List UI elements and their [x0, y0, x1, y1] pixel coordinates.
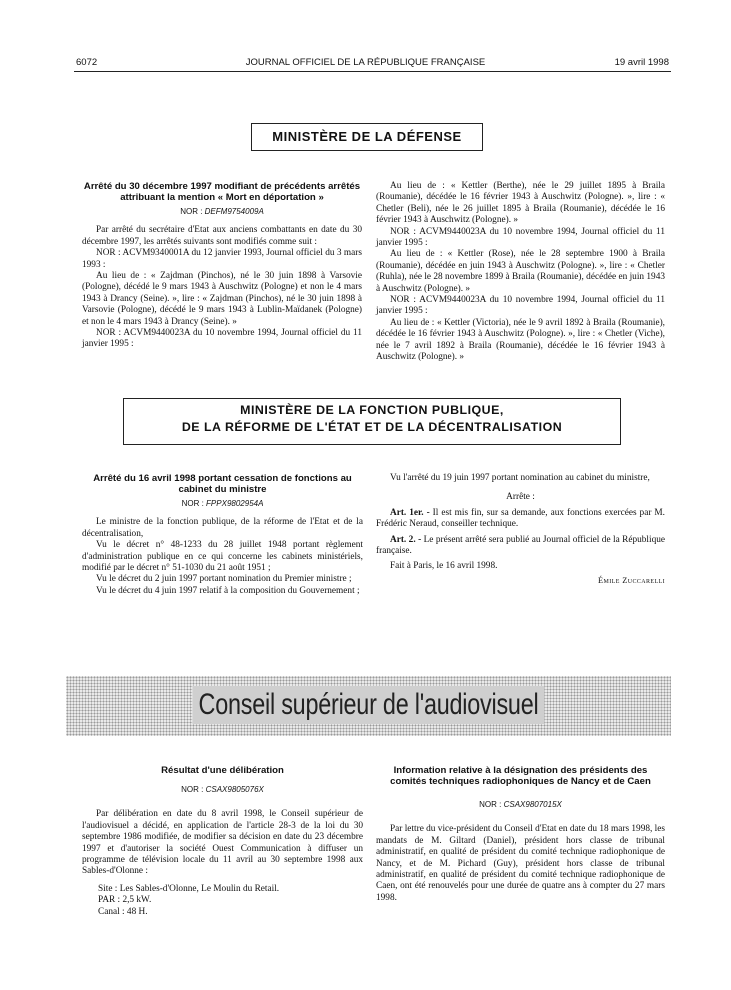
defense-paragraph: NOR : ACVM9440023A du 10 novembre 1994, Journal officiel du 11 janvier 1995 :	[82, 328, 362, 350]
defense-nor: NOR : DEFM9754009A	[180, 207, 264, 216]
defense-paragraph: Par arrêté du secrétaire d'Etat aux anciens combattants en date du 30 décembre 1997, les arrêtés suivants sont modifiés comme suit :	[82, 225, 362, 247]
csa-left-column	[82, 765, 363, 918]
csa-banner-title: Conseil supérieur de l'audiovisuel	[192, 686, 544, 724]
signature: Émile Zuccarelli	[598, 575, 665, 585]
signature-place-date: Fait à Paris, le 16 avril 1998.	[390, 561, 498, 572]
csa-right-title: Information relative à la désignation des présidents des comités techniques radiophoniques de Nancy et de Caen	[390, 765, 651, 787]
csa-canal: Canal : 48 H.	[98, 906, 148, 917]
fonction-nor: NOR : FPPX9802954A	[181, 499, 264, 508]
defense-paragraph: NOR : ACVM9440023A du 10 novembre 1994, Journal officiel du 11 janvier 1995 :	[376, 295, 665, 317]
csa-right-nor: NOR : CSAX9807015X	[479, 800, 562, 809]
ministry-line: DE LA RÉFORME DE L'ÉTAT ET DE LA DÉCENTRALISATION	[181, 420, 563, 434]
fonction-right-column	[376, 473, 665, 586]
defense-right-column	[376, 181, 665, 364]
issue-date: 19 avril 1998	[614, 57, 669, 68]
csa-right-column	[376, 765, 665, 904]
fonction-left-column	[82, 473, 363, 597]
defense-paragraph: NOR : ACVM9440023A du 10 novembre 1994, Journal officiel du 11 janvier 1995 :	[376, 226, 665, 249]
csa-right-paragraph: Par lettre du vice-président du Conseil d'Etat en date du 18 mars 1998, les mandats de M. Giltard (Daniel), président hors classe de tribunal administratif, en qualité de président du comité technique radiophonique de Nancy, et de M. Pichard (Guy), président hors classe de tribunal administratif, en qualité de président du comité technique radiophonique de Caen, ont été renouvelés pour une durée de quatre ans à compter du 27 mars 1998.	[376, 824, 665, 903]
page-number: 6072	[76, 57, 98, 68]
csa-left-paragraph: Par délibération en date du 8 avril 1998, le Conseil supérieur de l'audiovisuel a décidé, en application de l'article 28-3 de la loi du 30 septembre 1986 modifiée, de modifier sa décision en date du 23 décembre 1997 et d'autoriser la société Ouest Communication à diffuser un programme de télévision locale du 11 avril au 30 septembre 1998 aux Sables-d'Olonne :	[82, 809, 363, 877]
defense-paragraph: Au lieu de : « Kettler (Rose), née le 28 septembre 1900 à Braila (Roumanie), décédée en juin 1943 à Auschwitz (Pologne). », lire : « Chetler (Ruhla), née le 28 novembre 1899 à Braila (Roumanie), décédée en juin 1943 à Auschwitz (Pologne). »	[376, 249, 665, 294]
fonction-decree-title: Arrêté du 16 avril 1998 portant cessation de fonctions au cabinet du ministre	[93, 473, 352, 495]
defense-paragraph: Au lieu de : « Kettler (Victoria), née le 9 avril 1892 à Braila (Roumanie), décédée le 16 février 1943 à Auschwitz (Pologne). », lire : « Chetler (Viche), née le 7 avril 1892 à Braila (Roumanie), décédée le 16 février 1943 à Auschwitz (Pologne). »	[376, 317, 665, 363]
csa-banner	[66, 676, 671, 736]
fonction-paragraph: Vu l'arrêté du 19 juin 1997 portant nomination au cabinet du ministre,	[390, 473, 650, 483]
fonction-paragraph: Le ministre de la fonction publique, de la réforme de l'Etat et de la décentralisation,	[82, 517, 363, 539]
csa-par: PAR : 2,5 kW.	[98, 895, 152, 906]
fonction-paragraph: Vu le décret du 4 juin 1997 relatif à la composition du Gouvernement ;	[96, 585, 360, 596]
defense-decree-title: Arrêté du 30 décembre 1997 modifiant de précédents arrêtés attribuant la mention « Mort en déportation »	[83, 181, 361, 203]
article-2: Art. 2. - Le présent arrêté sera publié au Journal officiel de la République française.	[376, 534, 665, 557]
csa-left-nor: NOR : CSAX9805076X	[181, 785, 264, 794]
journal-title: JOURNAL OFFICIEL DE LA RÉPUBLIQUE FRANÇAISE	[245, 57, 486, 68]
csa-site: Site : Les Sables-d'Olonne, Le Moulin du Retail.	[98, 883, 280, 894]
ministry-line: MINISTÈRE DE LA FONCTION PUBLIQUE,	[240, 403, 504, 417]
defense-paragraph: Au lieu de : « Zajdman (Pinchos), né le 30 juin 1898 à Varsovie (Pologne), décédé le 9 mars 1943 à Auschwitz (Pologne) et non le 4 mars 1943 à Drancy (Seine). », lire : « Zajdman (Pinchos), né le 30 juin 1898 à Varsovie (Pologne), décédé le 9 mars 1943 à Lublin-Maïdanek (Pologne) et non le 4 mars 1943 à Drancy (Seine). »	[82, 271, 362, 327]
header-rule	[74, 71, 671, 72]
ministry-fonction-heading	[123, 398, 621, 445]
csa-left-title: Résultat d'une délibération	[161, 765, 284, 776]
fonction-paragraph: Vu le décret du 2 juin 1997 portant nomination du Premier ministre ;	[96, 574, 352, 585]
article-1: Art. 1er. - Il est mis fin, sur sa demande, aux fonctions exercées par M. Frédéric Neraud, conseiller technique.	[376, 507, 665, 530]
ministry-defense-heading: MINISTÈRE DE LA DÉFENSE	[251, 123, 483, 151]
defense-left-column	[82, 181, 362, 351]
defense-paragraph: NOR : ACVM9340001A du 12 janvier 1993, Journal officiel du 3 mars 1993 :	[82, 248, 362, 270]
arrete-heading: Arrête :	[506, 492, 535, 503]
defense-paragraph: Au lieu de : « Kettler (Berthe), née le 29 juillet 1895 à Braila (Roumanie), décédée le 16 février 1943 à Auschwitz (Pologne). », lire : « Chetler (Beli), née le 26 juillet 1895 à Braila (Roumanie), décédée le 16 février 1943 à Auschwitz (Pologne). »	[376, 181, 665, 226]
fonction-paragraph: Vu le décret n° 48-1233 du 28 juillet 1948 portant règlement d'administration publique en ce qui concerne les cabinets ministériels, modifié par le décret n° 51-1030 du 21 août 1951 ;	[82, 540, 363, 574]
